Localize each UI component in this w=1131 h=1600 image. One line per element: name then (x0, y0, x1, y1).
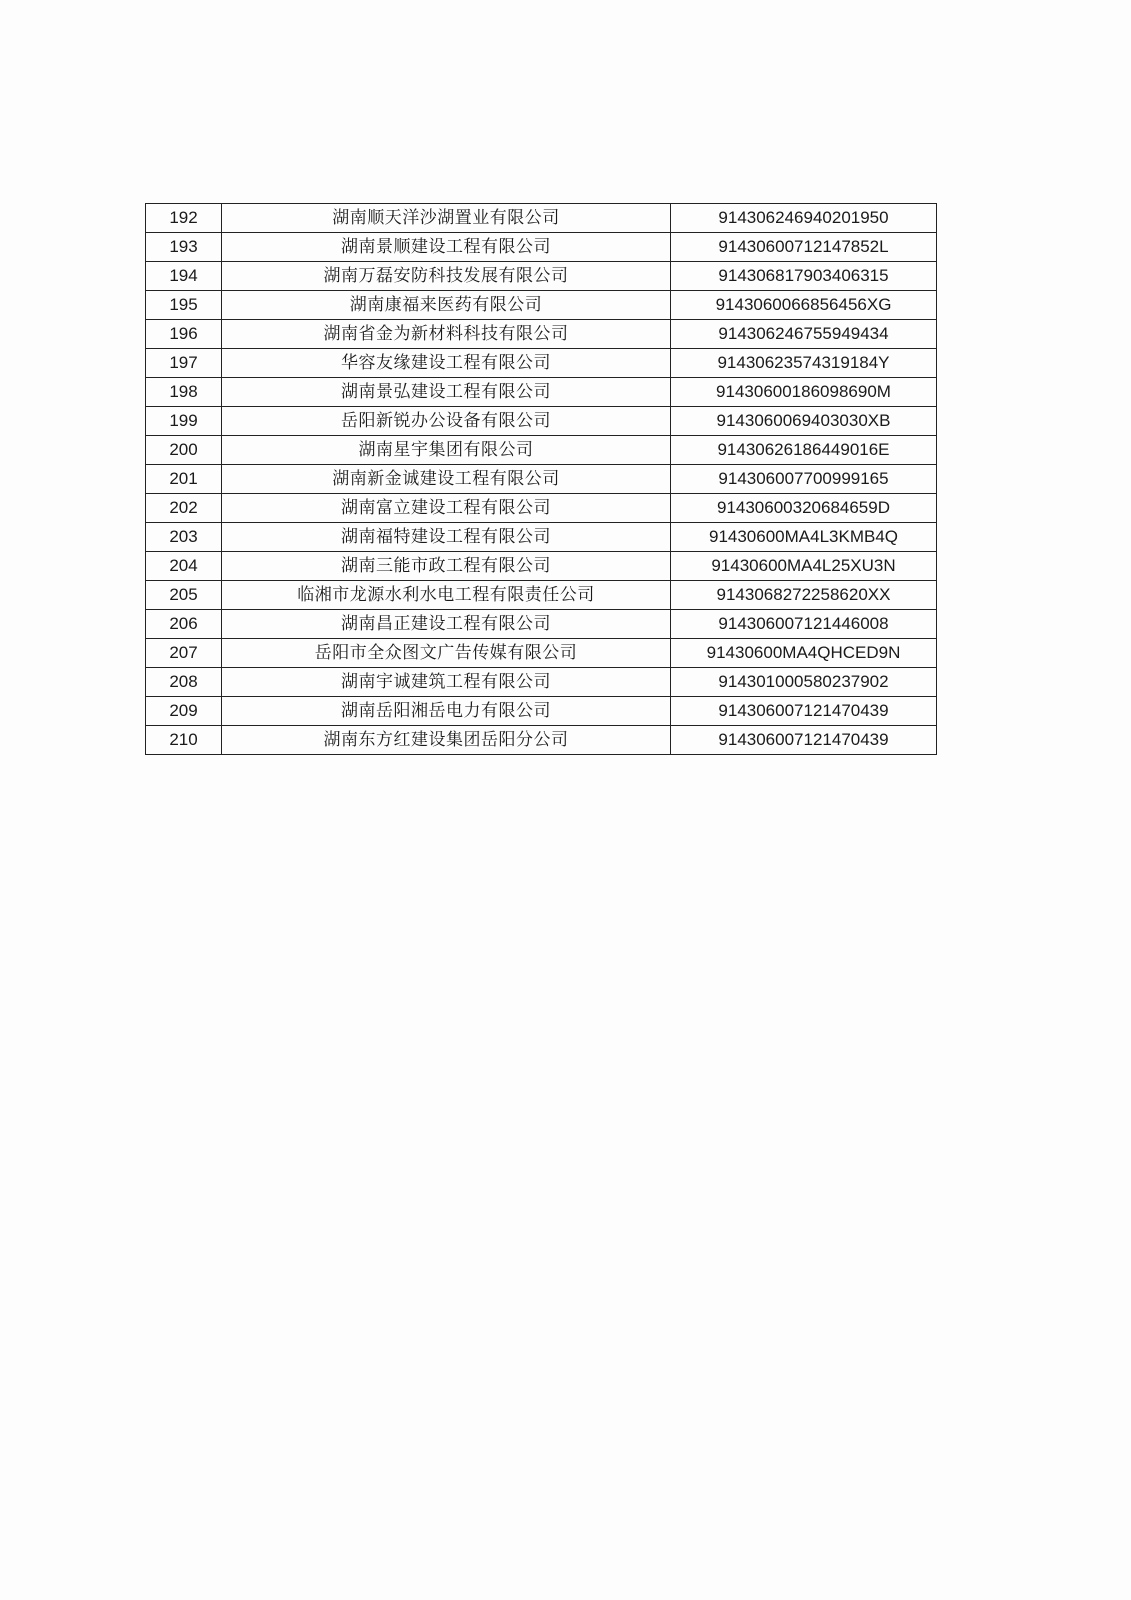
credit-code: 91430600MA4L25XU3N (671, 552, 937, 581)
company-name: 岳阳新锐办公设备有限公司 (222, 407, 671, 436)
row-number: 193 (146, 233, 222, 262)
row-number: 197 (146, 349, 222, 378)
company-name: 湖南康福来医药有限公司 (222, 291, 671, 320)
table-row (146, 378, 937, 407)
table-row (146, 581, 937, 610)
company-name: 湖南景弘建设工程有限公司 (222, 378, 671, 407)
company-name: 湖南星宇集团有限公司 (222, 436, 671, 465)
row-number: 195 (146, 291, 222, 320)
table-row (146, 494, 937, 523)
credit-code: 914306246940201950 (671, 204, 937, 233)
credit-code: 91430600186098690M (671, 378, 937, 407)
credit-code: 91430623574319184Y (671, 349, 937, 378)
table-row (146, 668, 937, 697)
table-row (146, 436, 937, 465)
row-number: 198 (146, 378, 222, 407)
company-name: 湖南新金诚建设工程有限公司 (222, 465, 671, 494)
table-row (146, 465, 937, 494)
row-number: 199 (146, 407, 222, 436)
row-number: 206 (146, 610, 222, 639)
table-row (146, 523, 937, 552)
credit-code: 91430600MA4QHCED9N (671, 639, 937, 668)
company-name: 湖南省金为新材料科技有限公司 (222, 320, 671, 349)
table-row (146, 204, 937, 233)
credit-code: 91430600320684659D (671, 494, 937, 523)
table-row (146, 610, 937, 639)
company-name: 湖南宇诚建筑工程有限公司 (222, 668, 671, 697)
table-row (146, 726, 937, 755)
credit-code: 91430600712147852L (671, 233, 937, 262)
table-row (146, 639, 937, 668)
table-row (146, 349, 937, 378)
row-number: 204 (146, 552, 222, 581)
row-number: 205 (146, 581, 222, 610)
company-name: 湖南万磊安防科技发展有限公司 (222, 262, 671, 291)
credit-code: 914306007121470439 (671, 697, 937, 726)
company-name: 湖南岳阳湘岳电力有限公司 (222, 697, 671, 726)
row-number: 203 (146, 523, 222, 552)
row-number: 196 (146, 320, 222, 349)
company-name: 湖南福特建设工程有限公司 (222, 523, 671, 552)
credit-code: 914306246755949434 (671, 320, 937, 349)
row-number: 209 (146, 697, 222, 726)
row-number: 202 (146, 494, 222, 523)
company-name: 华容友缘建设工程有限公司 (222, 349, 671, 378)
credit-code: 914306007121470439 (671, 726, 937, 755)
row-number: 207 (146, 639, 222, 668)
table-row (146, 233, 937, 262)
table-row (146, 291, 937, 320)
company-name: 湖南顺天洋沙湖置业有限公司 (222, 204, 671, 233)
credit-code: 914306007121446008 (671, 610, 937, 639)
company-name: 湖南东方红建设集团岳阳分公司 (222, 726, 671, 755)
company-name: 湖南富立建设工程有限公司 (222, 494, 671, 523)
company-table (145, 203, 937, 755)
table-row (146, 320, 937, 349)
credit-code: 9143060066856456XG (671, 291, 937, 320)
row-number: 201 (146, 465, 222, 494)
company-name: 岳阳市全众图文广告传媒有限公司 (222, 639, 671, 668)
row-number: 194 (146, 262, 222, 291)
table-row (146, 262, 937, 291)
table-row (146, 697, 937, 726)
credit-code: 914306817903406315 (671, 262, 937, 291)
company-name: 湖南三能市政工程有限公司 (222, 552, 671, 581)
table-row (146, 407, 937, 436)
row-number: 200 (146, 436, 222, 465)
company-name: 湖南昌正建设工程有限公司 (222, 610, 671, 639)
credit-code: 91430600MA4L3KMB4Q (671, 523, 937, 552)
credit-code: 914301000580237902 (671, 668, 937, 697)
credit-code: 91430626186449016E (671, 436, 937, 465)
table-body (146, 204, 937, 755)
row-number: 210 (146, 726, 222, 755)
credit-code: 914306007700999165 (671, 465, 937, 494)
company-name: 临湘市龙源水利水电工程有限责任公司 (222, 581, 671, 610)
credit-code: 9143060069403030XB (671, 407, 937, 436)
table-row (146, 552, 937, 581)
company-name: 湖南景顺建设工程有限公司 (222, 233, 671, 262)
row-number: 192 (146, 204, 222, 233)
row-number: 208 (146, 668, 222, 697)
credit-code: 9143068272258620XX (671, 581, 937, 610)
